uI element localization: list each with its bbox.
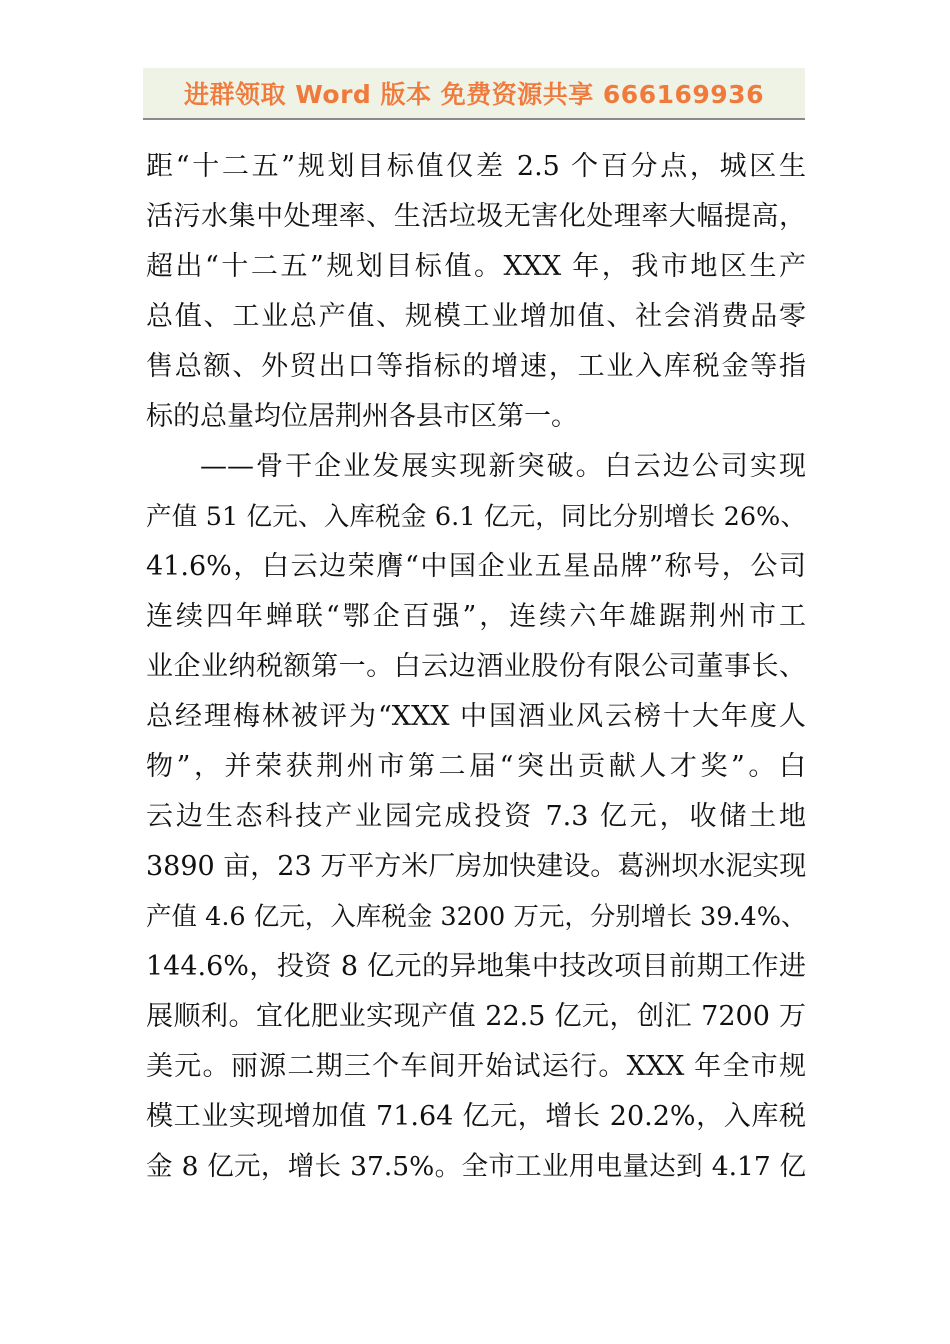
paragraph-line: 售总额、外贸出口等指标的增速，工业入库税金等指 [146,351,806,382]
paragraph-line: 连续四年蝉联“鄂企百强”，连续六年雄踞荆州市工 [146,601,806,632]
paragraph-line: ——骨干企业发展实现新突破。白云边公司实现 [200,451,806,482]
paragraph-line: 41.6%，白云边荣膺“中国企业五星品牌”称号，公司 [146,551,806,582]
paragraph-line: 模工业实现增加值 71.64 亿元，增长 20.2%，入库税 [146,1101,806,1132]
paragraph-line: 美元。丽源二期三个车间开始试运行。XXX 年全市规 [146,1051,806,1082]
paragraph-line: 144.6%，投资 8 亿元的异地集中技改项目前期工作进 [146,951,806,982]
document-body [146,142,806,1192]
banner-text: 进群领取 Word 版本 免费资源共享 666169936 [184,80,764,109]
paragraph-line: 距“十二五”规划目标值仅差 2.5 个百分点，城区生 [146,151,806,182]
paragraph-line: 总经理梅林被评为“XXX 中国酒业风云榜十大年度人 [146,701,806,732]
paragraph-line: 活污水集中处理率、生活垃圾无害化处理率大幅提高， [146,201,806,232]
paragraph-line: 3890 亩，23 万平方米厂房加快建设。葛洲坝水泥实现 [146,851,806,882]
paragraph-line: 标的总量均位居荆州各县市区第一。 [146,401,578,432]
paragraph-line: 金 8 亿元，增长 37.5%。全市工业用电量达到 4.17 亿 [146,1151,806,1182]
paragraph-line: 产值 51 亿元、入库税金 6.1 亿元，同比分别增长 26%、 [146,502,806,532]
paragraph-line: 总值、工业总产值、规模工业增加值、社会消费品零 [146,301,806,332]
paragraph-line: 业企业纳税额第一。白云边酒业股份有限公司董事长、 [146,651,806,682]
paragraph-line: 产值 4.6 亿元，入库税金 3200 万元，分别增长 39.4%、 [146,902,806,932]
paragraph-line: 展顺利。宜化肥业实现产值 22.5 亿元，创汇 7200 万 [146,1001,806,1032]
paragraph-line: 物”，并荣获荆州市第二届“突出贡献人才奖”。白 [146,751,806,782]
resource-share-banner [143,68,805,120]
paragraph-line: 云边生态科技产业园完成投资 7.3 亿元，收储土地 [146,801,806,832]
paragraph-line: 超出“十二五”规划目标值。XXX 年，我市地区生产 [146,251,806,282]
